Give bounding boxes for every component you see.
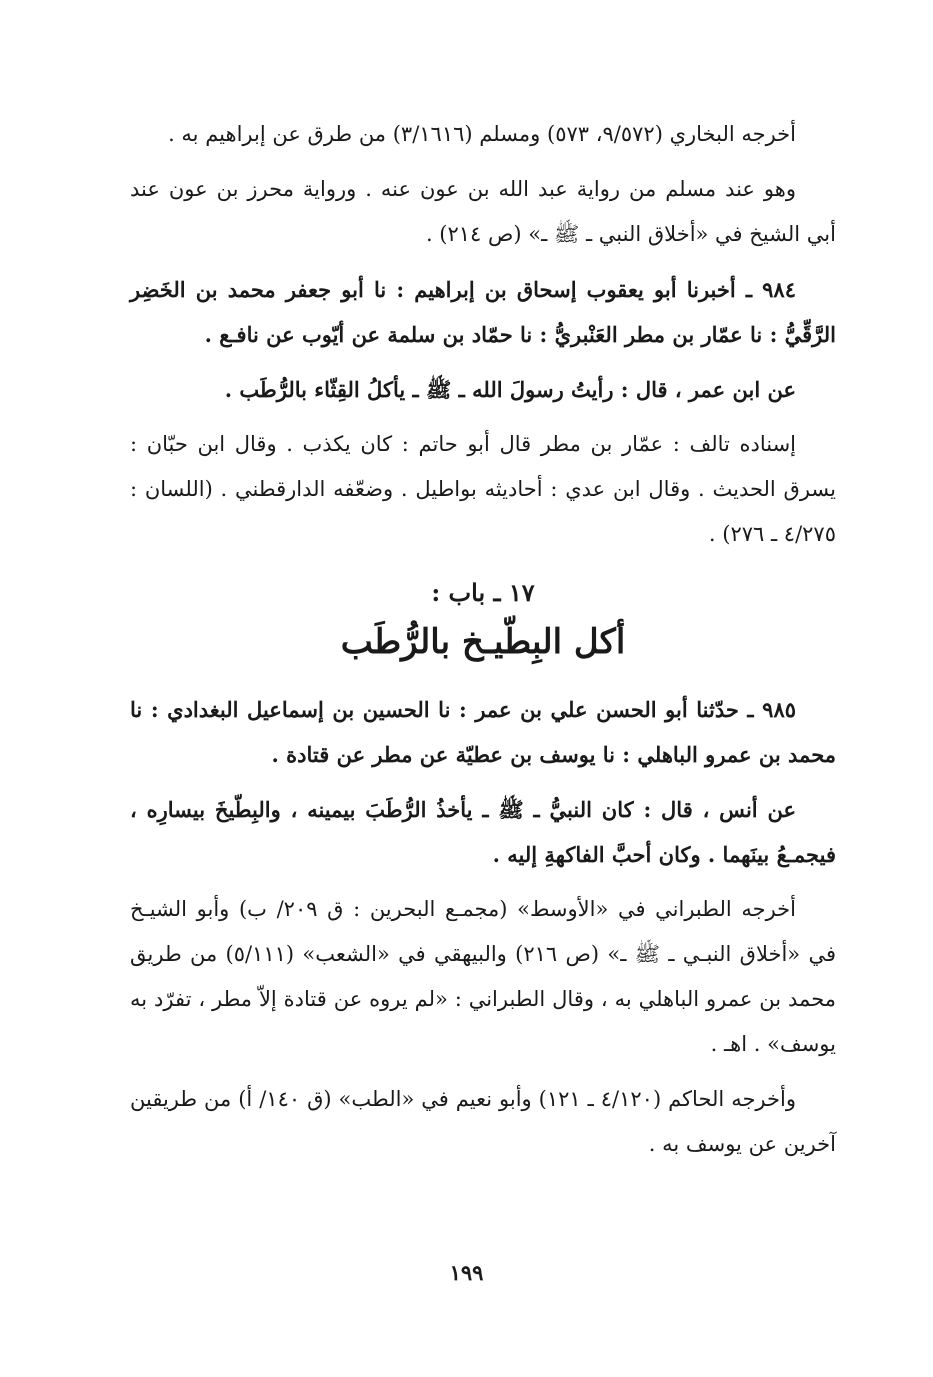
- takhrij-paragraph-tabarani: أخرجه الطبراني في «الأوسط» (مجمـع البحرين : ق ٢٠٩/ ب) وأبو الشيـخ في «أخلاق النبـي ـ ﷺ ـ» (ص ٢١٦) والبيهقي في «الشعب» (٥/١١١) من طريق محمد بن عمرو الباهلي به ، وقال الطبراني : «لم يروه عن قتادة إلاّ مطر ، تفرّد به يوسف» . اهـ .: [130, 897, 837, 1056]
- hadith-984-isnad: ٩٨٤ ـ أخبرنا أبو يعقوب إسحاق بن إبراهيم : نا أبو جعفر محمد بن الخَضِر الرَّقِّيُّ : نا عمّار بن مطر العَنْبريُّ : نا حمّاد بن سلمة عن أيّوب عن نافـع .: [130, 277, 836, 347]
- hadith-984-grading: إسناده تالف : عمّار بن مطر قال أبو حاتم : كان يكذب . وقال ابن حبّان : يسرق الحديث . وقال ابن عدي : أحاديثه بواطيل . وضعّفه الدارقطني . (اللسان : ٤/٢٧٥ ـ ٢٧٦) .: [130, 432, 836, 546]
- note-paragraph-muslim: وهو عند مسلم من رواية عبد الله بن عون عنه . ورواية محرز بن عون عند أبي الشيخ في «أخلاق النبي ـ ﷺ ـ» (ص ٢١٤) .: [130, 177, 836, 246]
- hadith-984-matn: عن ابن عمر ، قال : رأيتُ رسولَ الله ـ ﷺ ـ يأكلُ القِثّاء بالرُّطَب .: [224, 377, 796, 402]
- takhrij-paragraph-bukhari: أخرجه البخاري (٩/٥٧٢، ٥٧٣) ومسلم (٣/١٦١٦) من طرق عن إبراهيم به .: [168, 122, 796, 146]
- hadith-985-isnad: ٩٨٥ ـ حدّثنا أبو الحسن علي بن عمر : نا الحسين بن إسماعيل البغدادي : نا محمد بن عمرو الباهلي : نا يوسف بن عطيّة عن مطر عن قتادة .: [130, 697, 836, 767]
- chapter-number: ١٧ ـ باب :: [431, 578, 535, 607]
- page-number: ١٩٩: [449, 1260, 484, 1285]
- page-body: [130, 112, 836, 1177]
- chapter-heading: [130, 571, 836, 669]
- takhrij-paragraph-hakim: وأخرجه الحاكم (٤/١٢٠ ـ ١٢١) وأبو نعيم في «الطب» (ق ١٤٠/ أ) من طريقين آخرين عن يوسف به .: [130, 1087, 836, 1156]
- chapter-title: أكل البِطّيـخ بالرُّطَب: [340, 622, 626, 662]
- hadith-985-matn: عن أنس ، قال : كان النبيُّ ـ ﷺ ـ يأخذُ الرُّطَبَ بيمينه ، والبِطّيخَ بيسارِه ، فيجمـعُ بينَهما . وكان أحبَّ الفاكهةِ إليه .: [130, 797, 836, 867]
